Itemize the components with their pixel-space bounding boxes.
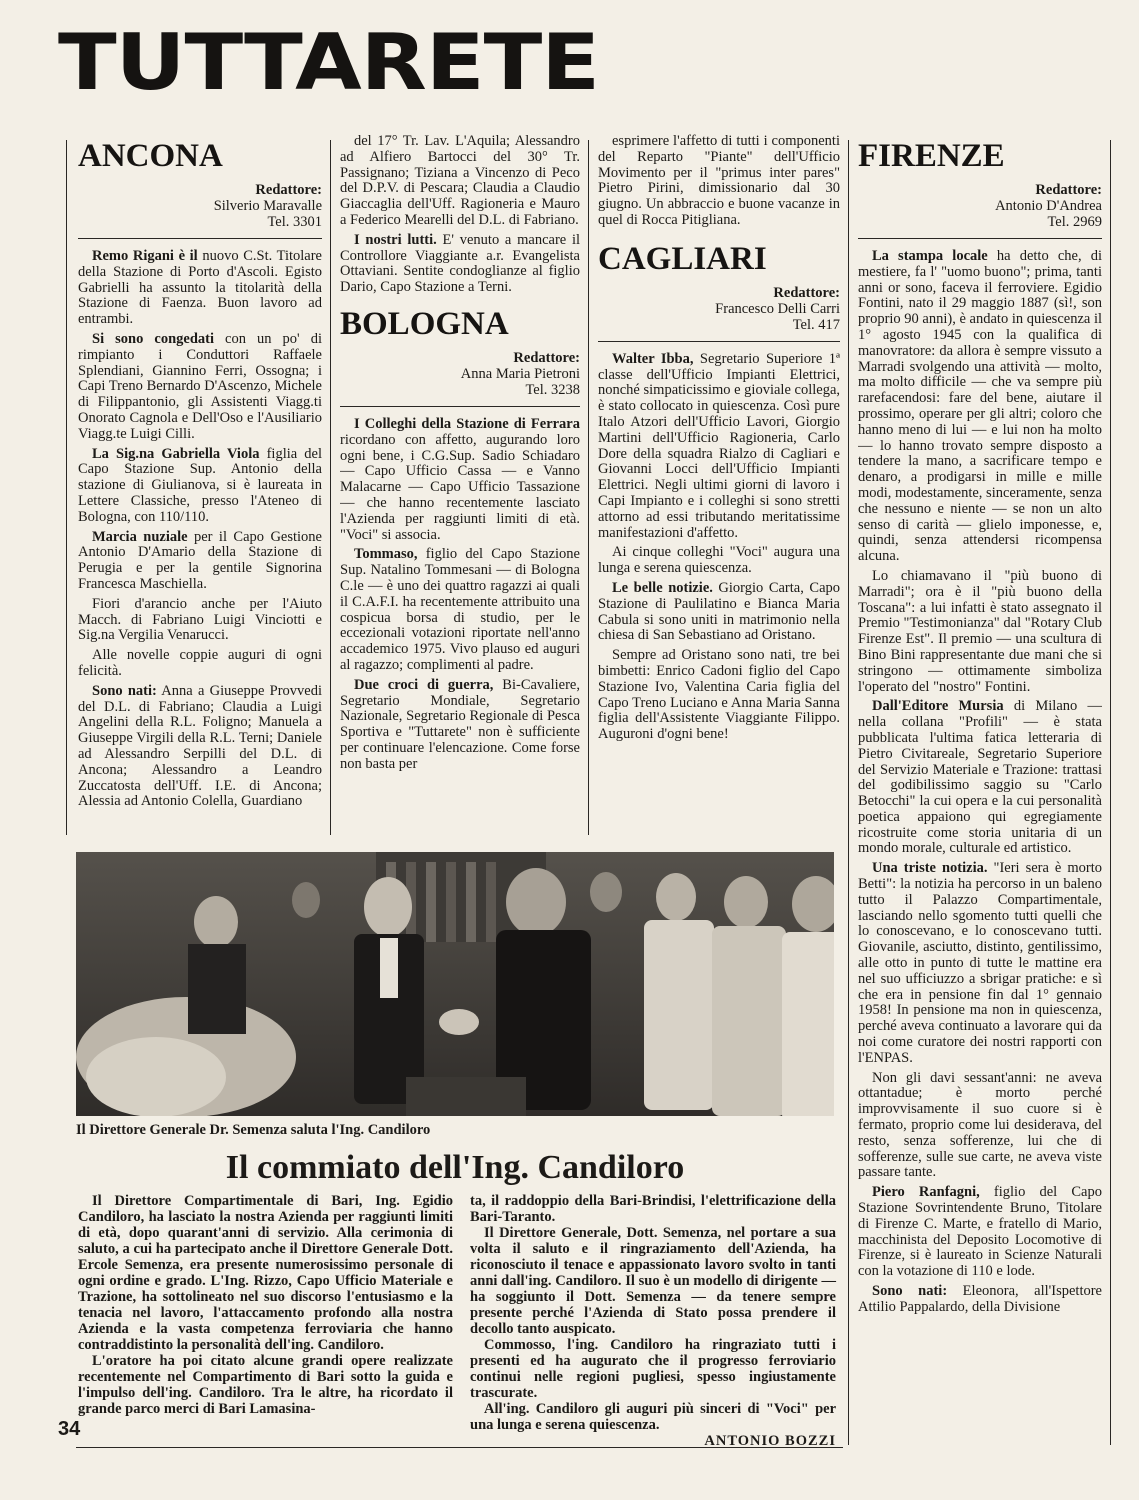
city-heading-cagliari: CAGLIARI [598,240,767,277]
paragraph-list [598,352,840,743]
news-paragraph [340,134,580,229]
column-firenze [858,134,1102,1446]
paragraph-text: figlia del Capo Stazione Sup. Antonio della stazione di Giulianova, si è laureata in Lettere Classiche, presso l'Ateneo di Bologna, con 110/110. [78,445,322,525]
feature-paragraph: All'ing. Candiloro gli auguri più sinceri di "Voci" per una lunga e serena quiescenza. [470,1401,836,1433]
paragraph-list [598,134,840,229]
editor-label: Redattore: [255,182,322,198]
editor-tel: Tel. 2969 [1047,214,1102,230]
paragraph-list [340,417,580,773]
editor-block [858,182,1102,230]
divider [598,341,840,342]
paragraph-text: Anna a Giuseppe Provvedi del D.L. di Fabriano; Claudia a Luigi Angelini della R.L. Foligno; Manuela a Giuseppe Virgili della R.L. Terni; Daniele ad Alessandro Serpilli del D.L. di Ancona; Alessandro a Leandro Zuccatosta dell'Uff. I.E. di Ancona; Alessia ad Antonio Colella, Guardiano [78,682,322,810]
paragraph-text: nuovo C.St. Titolare della Stazione di Porto d'Ascoli. Egisto Gabrielli ha assunto la titolarità della Stazione di Faenza. Buon lavoro ad entrambi. [78,248,322,328]
editor-tel: Tel. 3238 [525,381,580,398]
news-paragraph [858,1185,1102,1280]
news-paragraph [78,447,322,526]
divider [340,406,580,407]
news-paragraph [598,648,840,743]
news-paragraph [598,134,840,229]
paragraph-text: ha detto che, di mestiere, fa l' "uomo buono"; prima, tanti anni or sono, faceva il ferroviere. Egidio Fontini, nato il 29 maggio 1887 (sì!, son proprio 90 anni), è andato in quiescenza il 1° agosto 1945 con la qualifica di manovratore: da allora è sempre vissuto a Marradi svolgendo una attività — molto, ma molto difficile — che va sempre più rarefacendosi: fare del bene, aiutare il prossimo, operare per gli altri; coloro che hanno meno di lui — e lui non ha molto — lo hanno trovato sempre disposto a tendere la mano, a sacrificare tempo e denaro, a prodigarsi in mille e mille modi, modestamente, sinceramente, senza che nessuno e niente — se non un alto senso di carità — glielo imponesse, e, quindi, senza attendersi ricompensa alcuna. [858,248,1102,565]
feature-paragraph: L'oratore ha poi citato alcune grandi opere realizzate recentemente nel Compartimento di Bari sotto la guida e l'impulso dell'ing. Candiloro. Tra le altre, ha ricordato il grande parco merci di Bari Lamasina- [78,1353,453,1417]
paragraph-lead: Le belle notizie. [612,579,713,596]
editor-name: Silverio Maravalle [213,198,322,214]
masthead-title: TUTTARETE [58,17,600,108]
feature-paragraph: ta, il raddoppio della Bari-Brindisi, l'elettrificazione della Bari-Taranto. [470,1193,836,1225]
news-paragraph [598,545,840,577]
city-heading-bologna: BOLOGNA [340,305,509,342]
paragraph-text: ricordano con affetto, augurando loro ogni bene, i C.G.Sup. Sadio Schiadaro — Capo Ufficio Cassa — e Vanno Malacarne — Capo Ufficio Tassazione — che hanno recentemente lasciato l'Azienda per raggiunti limiti di età. "Voci" si associa. [340,431,580,543]
feature-text-right [470,1193,836,1449]
editor-name: Antonio D'Andrea [995,198,1102,214]
paragraph-lead: Piero Ranfagni, [872,1184,980,1201]
editor-block [340,350,580,398]
news-paragraph [858,249,1102,565]
paragraph-lead: La Sig.na Gabriella Viola [92,445,260,462]
paragraph-text: Bi-Cavaliere, Segretario Mondiale, Segretario Nazionale, Segretario Regionale di Pesca Sportiva e "Tuttarete" non è sufficiente per continuare l'elencazione. Come forse non basta per [340,676,580,772]
paragraph-text: Alle novelle coppie auguri di ogni felicità. [78,647,322,679]
news-paragraph [78,597,322,644]
paragraph-lead: Dall'Editore Mursia [872,698,1004,715]
author-signature: ANTONIO BOZZI [704,1433,836,1449]
editor-block [78,182,322,230]
paragraph-text: del 17° Tr. Lav. L'Aquila; Alessandro ad Alfiero Bartocci del 30° Tr. Passignano; Tiziana a Vincenzo di Peco del D.P.V. di Pescara; Claudia a Claudio Giaccaglia dell'Uff. Ragioneria e Mauro a Federico Mearelli del D.L. di Fabriano. [340,134,580,228]
editor-tel: Tel. 3301 [267,214,322,230]
column-ancona [78,134,322,836]
paragraph-lead: Remo Rigani è il [92,248,198,264]
handshake-photo-illustration [76,852,834,1116]
paragraph-list [858,249,1102,1316]
column-rule [330,140,331,835]
news-paragraph [340,233,580,296]
editor-label: Redattore: [1035,182,1102,198]
column-rule [1110,140,1111,1445]
paragraph-text: Eleonora, all'Ispettore Attilio Pappalardo, della Divisione [858,1283,1102,1315]
paragraph-text: Fiori d'arancio anche per l'Aiuto Macch. di Fabriano Luigi Vinciotti e Sig.na Vergilia Venarucci. [78,595,322,644]
news-paragraph [78,332,322,443]
paragraph-text: "Ieri sera è morto Betti": la notizia ha percorso in un baleno tutto il Palazzo Compartimentale, lasciando nello sgomento tutti quelli che lo conoscevano, e lo conoscevano tutti. Giovanile, asciutto, distinto, gentilissimo, alle otto in punto di tutte le mattine era nel suo ufficiuzzo a sbrigar pratiche: e sì che era in pensione fin dal 1° gennaio 1958! In pensione ma non in quiescenza, perché aveva continuato a lavorare qui da noi come curatore dei nostri rapporti con l'ENPAS. [858,860,1102,1066]
column-rule [66,140,67,835]
paragraph-text: Lo chiamavano il "più buono di Marradi"; ora è il "più buono della Toscana": a lui infatti è stato assegnato il Premio "Testimonianza" dal "Rotary Club Firenze Est". Il premio — una scultura di Bino Bini rappresentante due mani che si stringono — ottimamente simboliza l'operato del "nostro" Fontini. [858,567,1102,695]
paragraph-lead: Sono nati: [872,1283,948,1299]
news-paragraph [78,530,322,593]
paragraph-lead: Tommaso, [354,546,418,563]
news-paragraph [78,648,322,680]
paragraph-lead: I Colleghi della Stazione di Ferrara [354,415,580,432]
paragraph-text: con un po' di rimpianto i Conduttori Raffaele Splendiani, Giannino Ferri, Ossogna; i Capi Treno Bernardo D'Ascenzo, Michele di Filippantonio, gli Assistenti Viagg.ti Onorato Cagnola e Dell'Oso e l'Ausiliario Viagg.te Luigi Cilli. [78,330,322,442]
feature-headline: Il commiato dell'Ing. Candiloro [225,1149,685,1186]
paragraph-text: esprimere l'affetto di tutti i componenti del Reparto "Piante" dell'Ufficio Movimento per il "primus inter pares" Pietro Pirini, dimissionario dal 30 giugno. Un abbraccio e buone vacanze in quel di Rocca Pitigliana. [598,134,840,228]
photo-caption: Il Direttore Generale Dr. Semenza saluta l'Ing. Candiloro [76,1122,431,1138]
paragraph-lead: I nostri lutti. [354,231,437,248]
news-paragraph [78,249,322,328]
paragraph-text: figlio del Capo Stazione Sovrintendente Bruno, Titolare di Firenze C. Marte, e fratello di Mario, macchinista del Deposito Locomotive di Firenze, si è laureato in Scienze Naturali con la votazione di 110 e lode. [858,1184,1102,1280]
paragraph-lead: Walter Ibba, [612,350,694,367]
paragraph-text: per il Capo Gestione Antonio D'Amario della Stazione di Perugia e per la gentile Signorina Francesca Maschiella. [78,528,322,592]
news-paragraph [340,678,580,773]
paragraph-text: figlio del Capo Stazione Sup. Natalino Tommesani — di Bologna C.le — è uno dei quattro ragazzi ai quali il C.A.F.I. ha recentemente attribuito una cospicua borsa di studio, per le eccezionali votazioni riportate nell'anno accademico 1975. Vivo plauso ed auguri al ragazzo; complimenti al padre. [340,546,580,673]
editor-tel: Tel. 417 [792,316,840,333]
news-paragraph [858,1071,1102,1182]
editor-name: Anna Maria Pietroni [460,365,580,382]
paragraph-list [78,249,322,810]
news-paragraph [598,581,840,644]
paragraph-text: di Milano — nella collana "Profili" — è stata pubblicata l'ultima fatica letteraria di Pietro Civitareale, Segretario Superiore del Servizio Materiale e Trazione: trattasi del godibilissimo saggio su "Carlo Betocchi" la cui opera e la cui personalità poetica appaiono qui egregiamente ricostruite come storia unitaria di un mondo morale, culturale ed artistico. [858,698,1102,857]
editor-name: Francesco Delli Carri [715,300,840,317]
city-heading-ancona: ANCONA [78,138,223,174]
paragraph-list [340,134,580,296]
divider [78,238,322,239]
paragraph-lead: Una triste notizia. [872,860,988,877]
news-paragraph [340,547,580,673]
divider [858,238,1102,239]
column-cagliari [598,134,840,836]
paragraph-text: E' venuto a mancare il Controllore Viaggiante a.r. Evangelista Ottaviani. Sentite condoglianze al figlio Dario, Capo Stazione a Terni. [340,231,580,296]
paragraph-lead: Due croci di guerra, [354,676,494,693]
feature-paragraph: Commosso, l'ing. Candiloro ha ringraziato tutti i presenti ed ha augurato che il progresso ferroviario continui nelle regioni pugliesi, spesso ingiustamente trascurate. [470,1337,836,1401]
paragraph-text: Segretario Superiore 1ª classe dell'Ufficio Impianti Elettrici, nonché simpaticissimo e gioviale collega, è stato collocato in quiescenza. Così pure Italo Atzori dell'Ufficio Lavori, Giorgio Martini dell'Ufficio Ragioneria, Carlo Dore della squadra Rialzo di Cagliari e Giovanni Locci dell'Ufficio Impianti Elettrici. Negli ultimi giorni di lavoro i Capi Impianto e i colleghi si sono stretti attorno ad essi tributando meritatissime manifestazioni d'affetto. [598,350,840,541]
news-paragraph [858,1284,1102,1316]
city-heading-firenze: FIRENZE [858,138,1005,174]
paragraph-lead: Sono nati: [92,682,157,699]
paragraph-text: Non gli davi sessant'anni: ne aveva ottantadue; è morto perché improvvisamente il suo cuore si è fermato, proprio come lui desiderava, del resto, senza sofferenze, lui che di sofferenze, sulle sue carte, ne aveva viste passare tante. [858,1069,1102,1181]
paragraph-text: Ai cinque colleghi "Voci" augura una lunga e serena quiescenza. [598,544,840,577]
ceremony-photo [76,852,834,1116]
column-rule [848,140,849,1445]
news-paragraph [858,699,1102,857]
news-paragraph [598,352,840,542]
paragraph-lead: La stampa locale [872,248,988,264]
feature-paragraph: Il Direttore Generale, Dott. Semenza, nel portare a sua volta il saluto e il ringraziamento dell'Azienda, ha riconosciuto il tenace e appassionato lavoro svolto in tanti anni dall'ing. Candiloro. Il suo è un modello di dirigente — ha soggiunto il Dott. Semenza — da tenere sempre presente perché l'Azienda di Stato possa prendere il decollo tanto auspicato. [470,1225,836,1337]
feature-text-left [78,1193,453,1417]
editor-label: Redattore: [513,349,580,366]
paragraph-lead: Marcia nuziale [92,528,188,545]
paragraph-text: Sempre ad Oristano sono nati, tre bei bimbetti: Enrico Cadoni figlio del Capo Stazione Ivo, Valentina Caria figlia del Capo Treno Luciano e Anna Maria Sanna figlia dell'Assistente Viaggiante Filippo. Auguroni d'ogni bene! [598,647,840,743]
news-paragraph [340,417,580,543]
column-bologna [340,134,580,836]
column-rule [588,140,589,835]
editor-label: Redattore: [773,284,840,301]
news-paragraph [858,569,1102,695]
paragraph-text: Giorgio Carta, Capo Stazione di Paulilatino e Bianca Maria Cabula si sono uniti in matrimonio nella chiesa di San Sebastiano ad Oristano. [598,579,840,644]
page-number: 34 [58,1418,81,1440]
paragraph-lead: Si sono congedati [92,330,214,347]
feature-paragraph: Il Direttore Compartimentale di Bari, Ing. Egidio Candiloro, ha lasciato la nostra Azienda per raggiunti limiti di età, dopo quarant'anni di servizio. Alla cerimonia di saluto, a cui ha partecipato anche il Direttore Generale Dott. Ercole Semenza, era presente numerosissimo personale di ogni ordine e grado. L'Ing. Rizzo, Capo Ufficio Materiale e Trazione, ha sottolineato nel suo discorso l'entusiasmo e la tenacia nel lavoro, l'attaccamento profondo alla nostra Azienda e la vasta competenza ferroviaria che hanno contraddistinto la personalità dell'ing. Candiloro. [78,1193,453,1353]
news-paragraph [858,861,1102,1066]
editor-block [598,285,840,333]
news-paragraph [78,684,322,810]
